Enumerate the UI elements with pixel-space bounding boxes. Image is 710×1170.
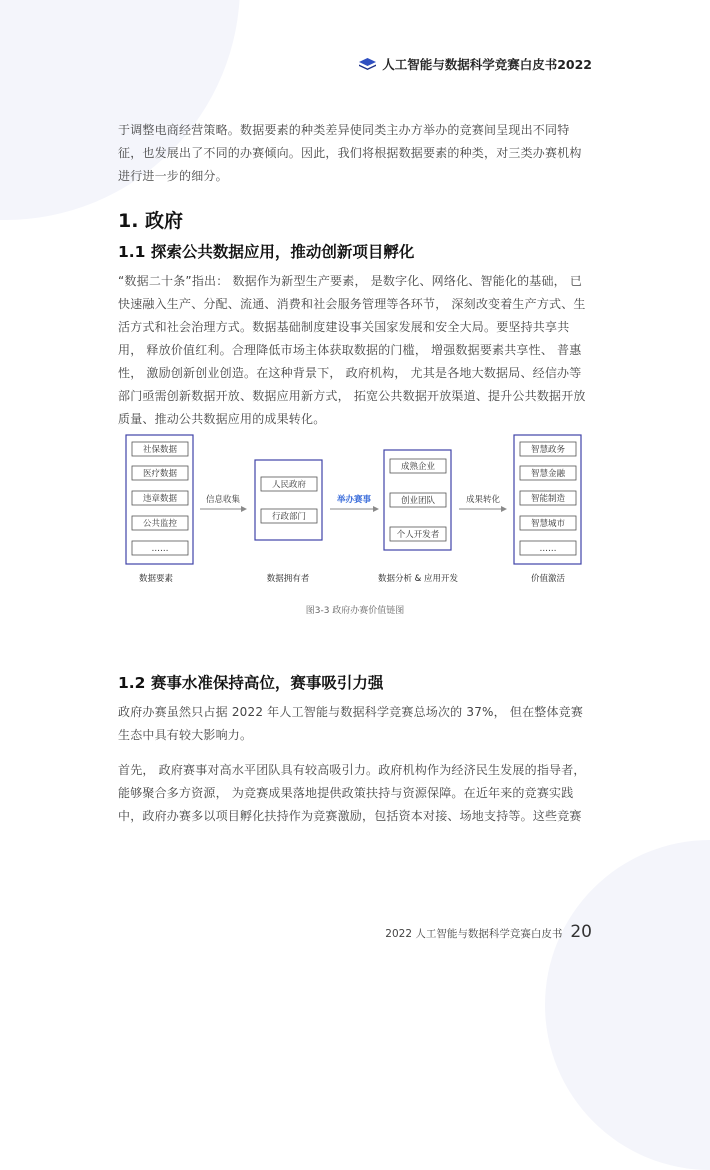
arrow-label-transform: 成果转化: [465, 495, 501, 505]
page-footer: [385, 922, 592, 942]
item-label: 创业团队: [400, 496, 436, 506]
item-label: 个人开发者: [396, 530, 440, 540]
intro-paragraph: 于调整电商经营策略。数据要素的种类差异使同类主办方举办的竞赛间呈现出不同特征，也发展出了不同的办赛倾向。因此，我们将根据数据要素的种类，对三类办赛机构进行进一步的细分。: [118, 123, 582, 183]
figure-caption: 图3-3 政府办赛价值链图: [305, 606, 405, 616]
section-heading: 1. 政府: [118, 210, 184, 232]
subsection-heading-1-2: 1.2 赛事水准保持高位，赛事吸引力强: [118, 674, 384, 692]
item-label: 智慧政务: [530, 445, 566, 455]
item-label: 人民政府: [271, 480, 307, 490]
item-label: 医疗数据: [142, 469, 178, 479]
item-label: 智能制造: [530, 494, 566, 504]
value-chain-diagram: [118, 428, 598, 590]
footer-title: 2022 人工智能与数据科学竞赛白皮书: [385, 928, 563, 940]
arrow-label-collect: 信息收集: [205, 495, 241, 505]
item-label: 智慧金融: [530, 469, 566, 479]
running-header: [359, 55, 592, 73]
decorative-circle-bottom-right: [545, 840, 710, 1170]
subsection-heading-1-1: 1.1 探索公共数据应用，推动创新项目孵化: [118, 243, 415, 261]
item-label: 公共监控: [142, 519, 178, 529]
column-box-data-owners: [255, 460, 322, 540]
item-label: 成熟企业: [400, 462, 436, 472]
paragraph-data-twenty: “数据二十条”指出： 数据作为新型生产要素， 是数字化、网络化、智能化的基础， 已快速融入生产、分配、流通、消费和社会服务管理等各环节， 深刻改变着生产方式、生活方式和社会治理方式。数据基础制度建设事关国家发展和安全大局。要坚持共享共用， 释放价值红利。合理降低市场主体获取数据的门槛， 增强数据要素共享性、 普惠性， 激励创新创业创造。在这种背景下， 政府机构， 尤其是各地大数据局、经信办等部门亟需创新数据开放、数据应用新方式， 拓宽公共数据开放渠道、提升公共数据开放质量、推动公共数据应用的成果转化。: [118, 274, 586, 426]
item-label: 行政部门: [271, 512, 307, 522]
header-title: 人工智能与数据科学竞赛白皮书2022: [382, 57, 592, 72]
arrow-label-host-competition: 举办赛事: [336, 495, 372, 505]
item-label: 社保数据: [142, 445, 178, 455]
item-label: ……: [151, 544, 169, 554]
column-label: 数据分析 & 应用开发: [377, 574, 459, 584]
page-number: 20: [570, 922, 592, 942]
item-label: ……: [539, 544, 557, 554]
layered-diamond-icon: [359, 58, 376, 70]
item-label: 违章数据: [142, 494, 178, 504]
paragraph-share: 政府办赛虽然只占据 2022 年人工智能与数据科学竞赛总场次的 37%， 但在整体竞赛生态中具有较大影响力。: [118, 705, 584, 742]
column-label: 数据拥有者: [266, 574, 310, 584]
column-label: 价值激活: [530, 574, 566, 584]
column-label: 数据要素: [138, 574, 174, 584]
paragraph-attraction: 首先， 政府赛事对高水平团队具有较高吸引力。政府机构作为经济民生发展的指导者，能够聚合多方资源， 为竞赛成果落地提供政策扶持与资源保障。在近年来的竞赛实践中，政府办赛多以项目孵化扶持作为竞赛激励，包括资本对接、场地支持等。这些竞赛: [118, 763, 586, 823]
item-label: 智慧城市: [530, 519, 566, 529]
